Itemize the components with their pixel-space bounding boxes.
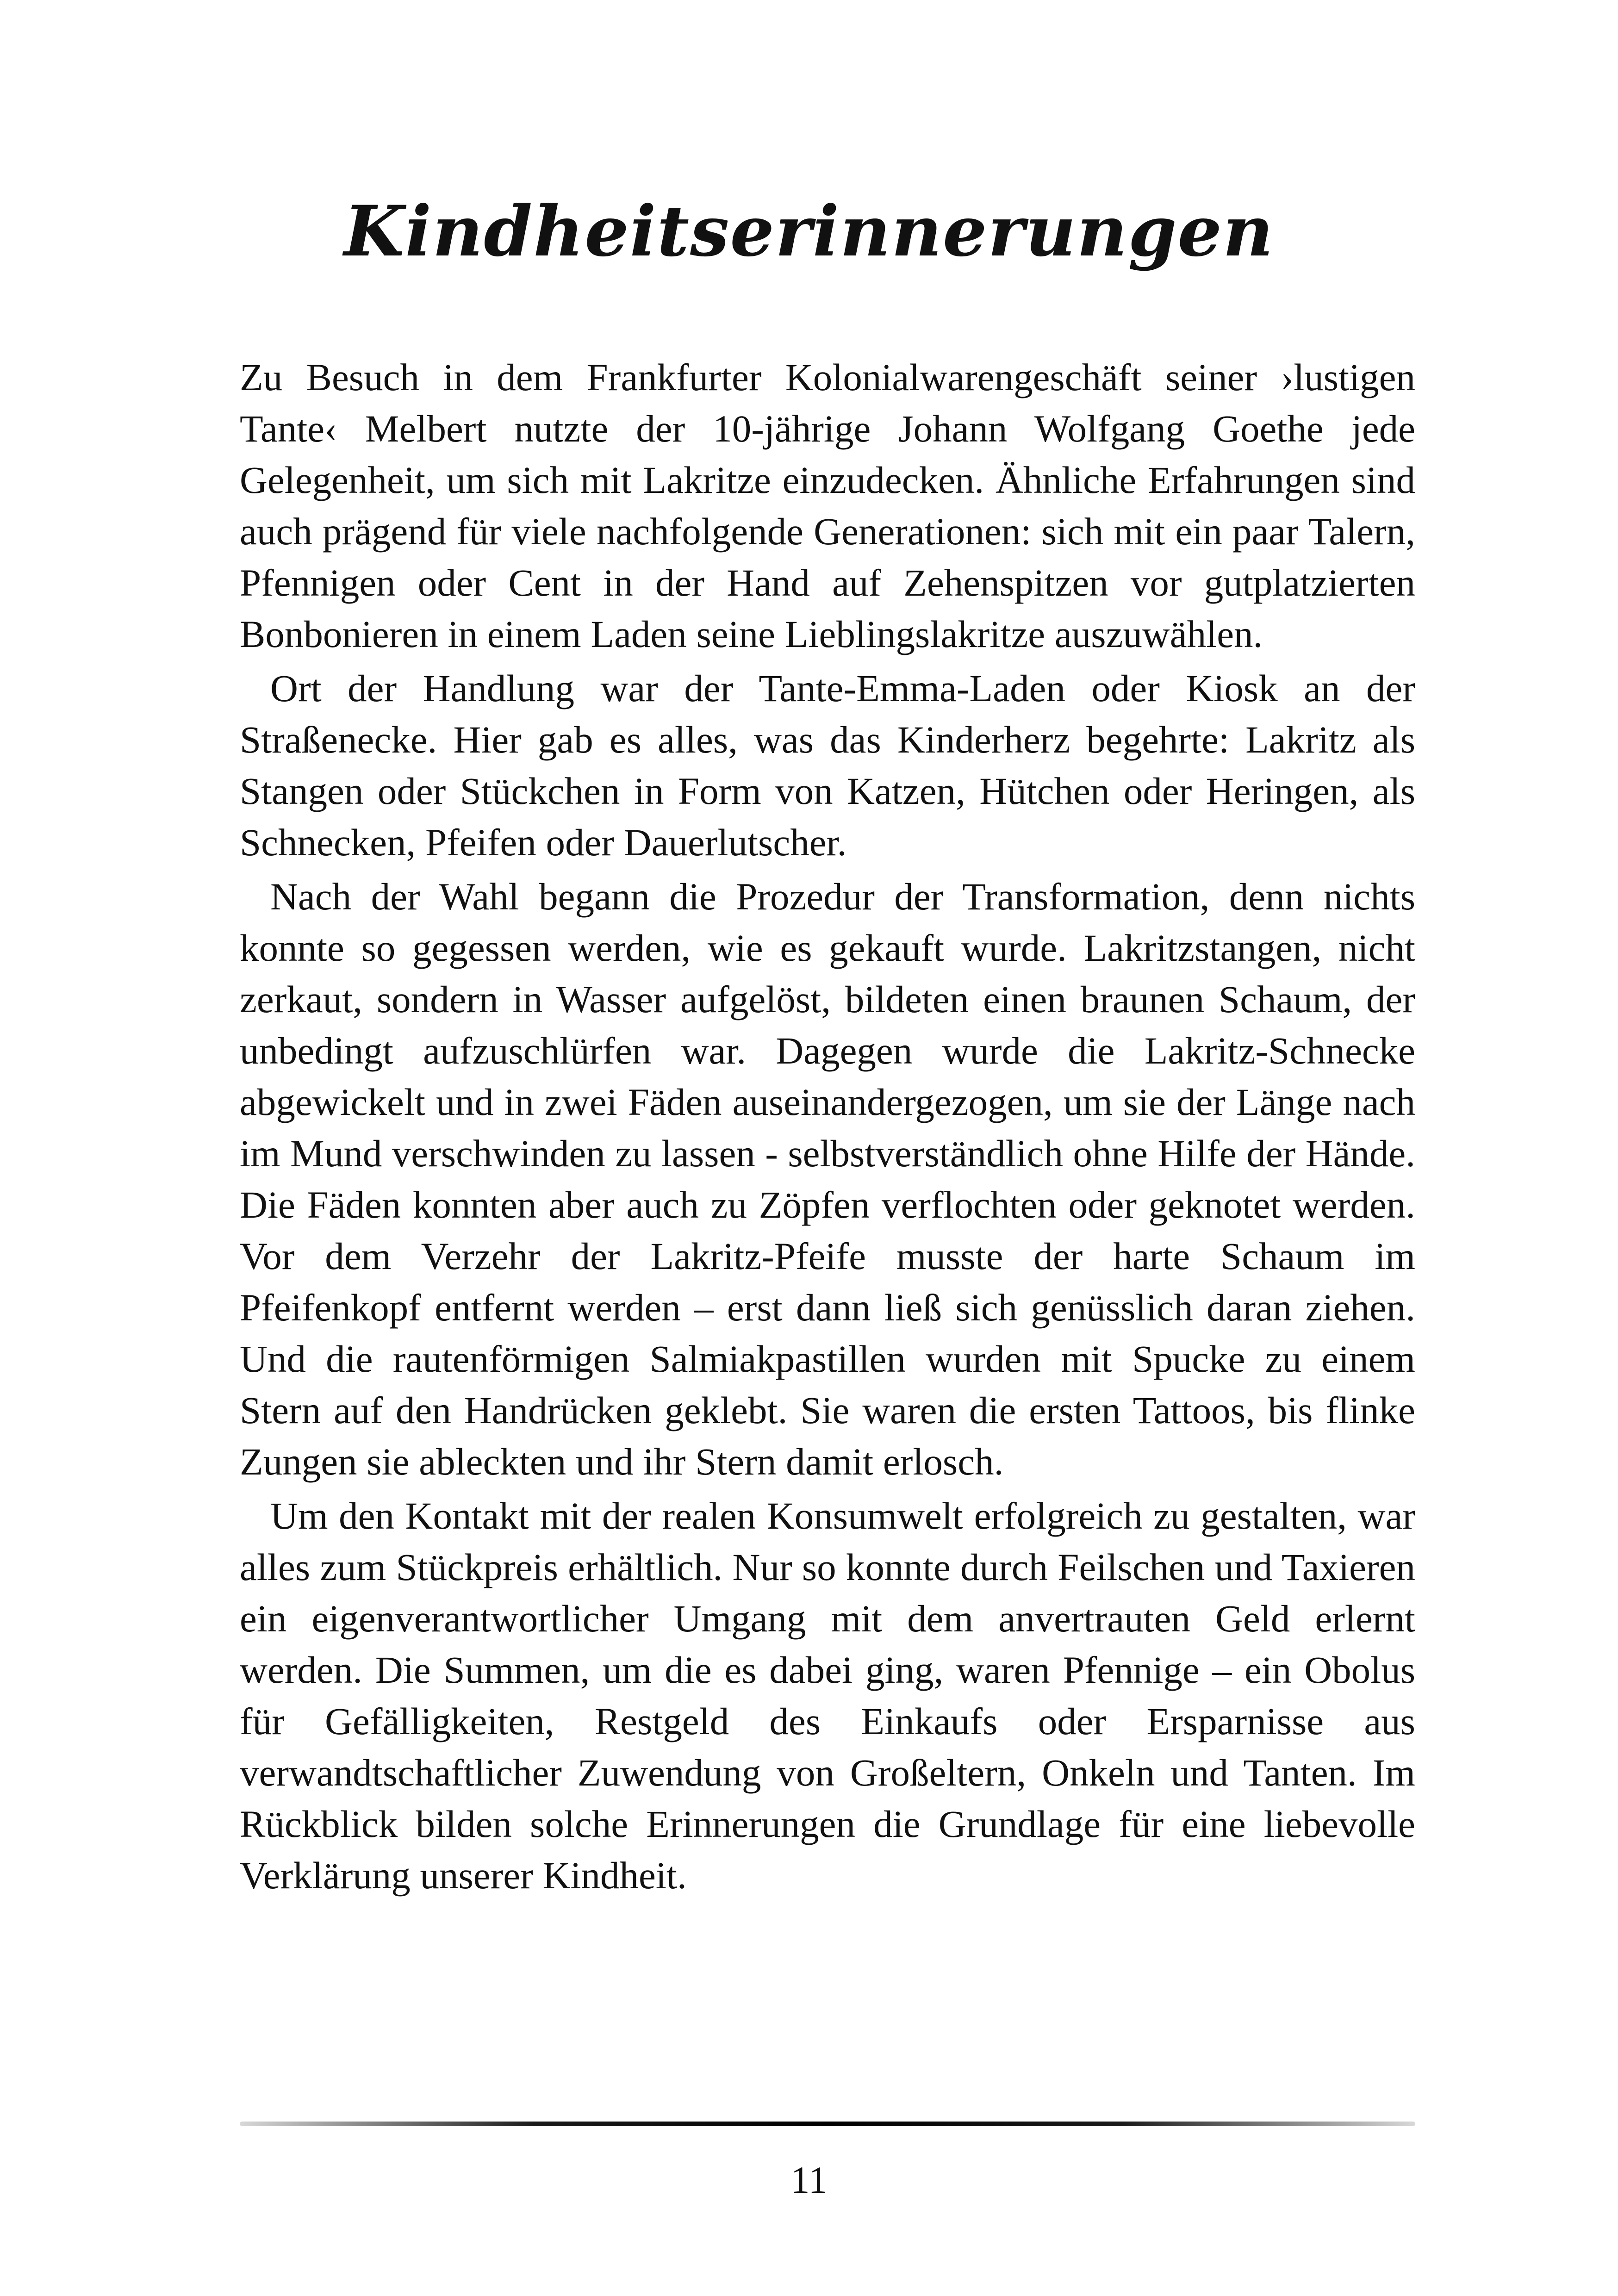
paragraph-2: Ort der Handlung war der Tante-Emma-Laden oder Kiosk an der Straßenecke. Hier gab es alles, was das Kinderherz begehrte: Lakritz als Stangen oder Stückchen in Form von Katzen, Hütchen oder Heringen, als Schnecken, Pfeifen oder Dauerlutscher. [240,667,1415,864]
paragraph-1: Zu Besuch in dem Frankfurter Kolonialwarengeschäft seiner ›lustigen Tante‹ Melbert nutzte der 10-jährige Johann Wolfgang Goethe jede Gelegenheit, um sich mit Lakritze einzudecken. Ähnliche Erfahrungen sind auch prägend für viele nachfolgende Generationen: sich mit ein paar Talern, Pfennigen oder Cent in der Hand auf Zehenspitzen vor gutplatzierten Bonbonieren in einem Laden seine Lieblingslakritze auszuwählen. [240,356,1415,655]
body-text [240,352,1415,1904]
paragraph-4: Um den Kontakt mit der realen Konsumwelt erfolgreich zu gestalten, war alles zum Stückpreis erhältlich. Nur so konnte durch Feilschen und Taxieren ein eigenverantwortlicher Umgang mit dem anvertrauten Geld erlernt werden. Die Summen, um die es dabei ging, waren Pfennige – ein Obolus für Gefälligkeiten, Restgeld des Einkaufs oder Ersparnisse aus verwandtschaftlicher Zuwendung von Großeltern, Onkeln und Tanten. Im Rückblick bilden solche Erinnerungen die Grundlage für eine liebevolle Verklärung unserer Kindheit. [240,1494,1415,1897]
page-number: 11 [790,2159,828,2201]
page-title: Kindheitserinnerungen [343,191,1275,272]
footer-divider [240,2122,1415,2126]
paragraph-3: Nach der Wahl begann die Prozedur der Transformation, denn nichts konnte so gegessen werden, wie es gekauft wurde. Lakritzstangen, nicht zerkaut, sondern in Wasser aufgelöst, bildeten einen braunen Schaum, der unbedingt aufzuschlürfen war. Dagegen wurde die Lakritz-Schnecke abgewickelt und in zwei Fäden auseinandergezogen, um sie der Länge nach im Mund verschwinden zu lassen - selbstverständlich ohne Hilfe der Hände. Die Fäden konnten aber auch zu Zöpfen verflochten oder geknotet werden. Vor dem Verzehr der Lakritz-Pfeife musste der harte Schaum im Pfeifenkopf entfernt werden – erst dann ließ sich genüsslich daran ziehen. Und die rautenförmigen Salmiakpastillen wurden mit Spucke zu einem Stern auf den Handrücken geklebt. Sie waren die ersten Tattoos, bis flinke Zungen sie ableckten und ihr Stern damit erlosch. [240,875,1415,1483]
